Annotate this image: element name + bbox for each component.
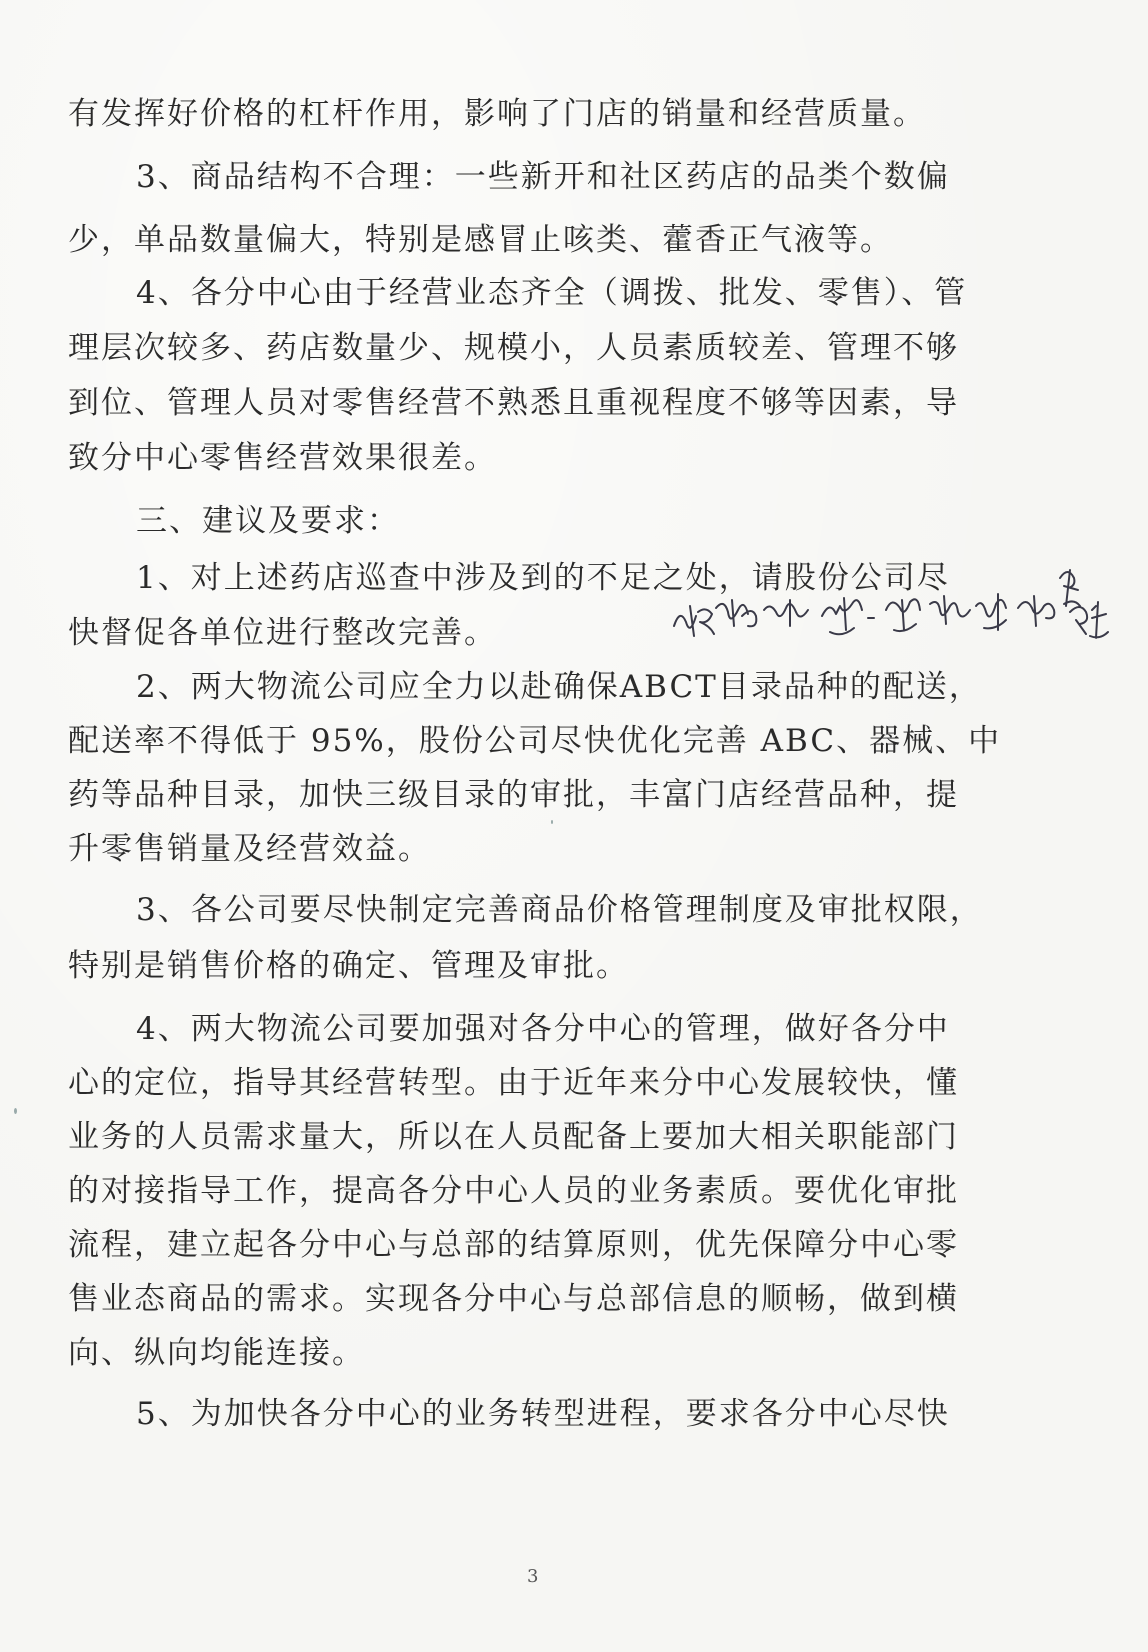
text-line: 到位、管理人员对零售经营不熟悉且重视程度不够等因素，导 — [68, 385, 959, 421]
text-line: 的对接指导工作，提高各分中心人员的业务素质。要优化审批 — [68, 1173, 959, 1209]
text-line: 3、各公司要尽快制定完善商品价格管理制度及审批权限， — [136, 892, 983, 928]
text-line: 4、各分中心由于经营业态齐全（调拨、批发、零售）、管 — [136, 275, 968, 311]
text-line: 快督促各单位进行整改完善。 — [68, 615, 497, 651]
text-line: 配送率不得低于 95%，股份公司尽快优化完善 ABC、器械、中 — [68, 723, 1002, 759]
text-line: 升零售销量及经营效益。 — [68, 831, 431, 867]
handwritten-annotation — [672, 556, 1132, 666]
scan-speck — [551, 820, 553, 824]
text-line: 2、两大物流公司应全力以赴确保ABCT目录品种的配送， — [136, 669, 982, 705]
text-line: 理层次较多、药店数量少、规模小，人员素质较差、管理不够 — [68, 330, 959, 366]
text-line: 心的定位，指导其经营转型。由于近年来分中心发展较快，懂 — [68, 1065, 959, 1101]
page-number: 3 — [527, 1566, 539, 1587]
text-line: 业务的人员需求量大，所以在人员配备上要加大相关职能部门 — [68, 1119, 959, 1155]
text-line: 致分中心零售经营效果很差。 — [68, 440, 497, 476]
text-line: 3、商品结构不合理：一些新开和社区药店的品类个数偏 — [136, 159, 950, 195]
text-line: 1、对上述药店巡查中涉及到的不足之处，请股份公司尽 — [136, 560, 950, 596]
text-line: 少，单品数量偏大，特别是感冒止咳类、藿香正气液等。 — [68, 222, 893, 258]
text-line: 药等品种目录，加快三级目录的审批，丰富门店经营品种，提 — [68, 777, 959, 813]
text-line: 5、为加快各分中心的业务转型进程，要求各分中心尽快 — [136, 1396, 950, 1432]
scan-speck — [14, 1108, 17, 1114]
section-heading: 三、建议及要求： — [136, 503, 400, 539]
text-line: 4、两大物流公司要加强对各分中心的管理，做好各分中 — [136, 1011, 950, 1047]
text-line: 售业态商品的需求。实现各分中心与总部信息的顺畅，做到横 — [68, 1281, 959, 1317]
text-line: 有发挥好价格的杠杆作用，影响了门店的销量和经营质量。 — [68, 96, 926, 132]
text-line: 流程，建立起各分中心与总部的结算原则，优先保障分中心零 — [68, 1227, 959, 1263]
text-line: 向、纵向均能连接。 — [68, 1335, 365, 1371]
text-line: 特别是销售价格的确定、管理及审批。 — [68, 948, 629, 984]
